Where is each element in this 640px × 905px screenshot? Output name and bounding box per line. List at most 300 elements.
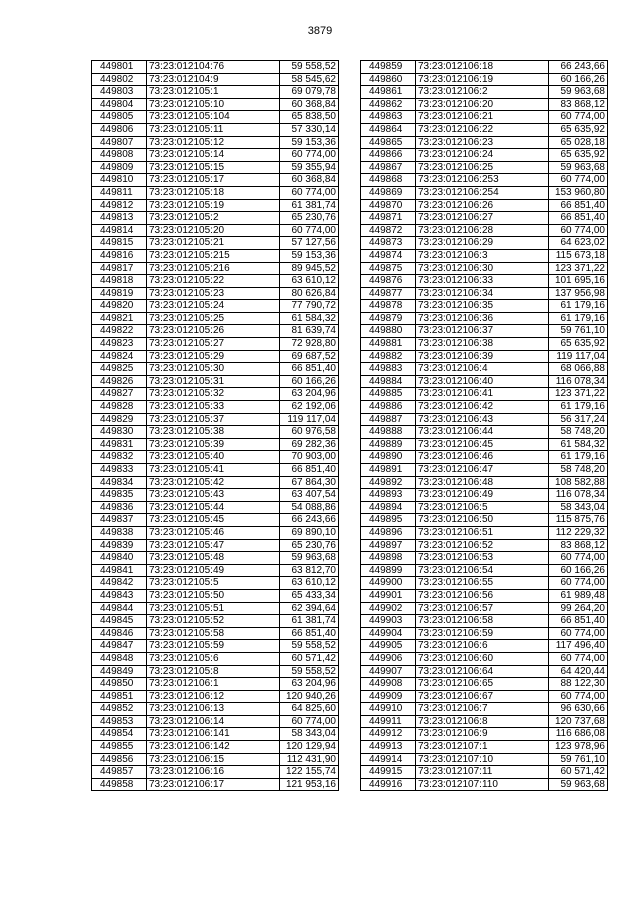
- cadastral-number-cell: 73:23:012105:15: [147, 161, 280, 174]
- row-number-cell: 449849: [92, 665, 147, 678]
- cadastral-number-cell: 73:23:012105:31: [147, 375, 280, 388]
- table-row: [361, 287, 608, 300]
- row-number-cell: 449914: [361, 753, 416, 766]
- table-row: [361, 325, 608, 338]
- value-cell: 59 761,10: [549, 753, 608, 766]
- table-row: [92, 501, 339, 514]
- cadastral-number-cell: 73:23:012104:76: [147, 61, 280, 74]
- cadastral-number-cell: 73:23:012105:1: [147, 86, 280, 99]
- table-row: [361, 413, 608, 426]
- row-number-cell: 449841: [92, 564, 147, 577]
- value-cell: 101 695,16: [549, 275, 608, 288]
- table-row: [361, 766, 608, 779]
- row-number-cell: 449821: [92, 312, 147, 325]
- value-cell: 81 639,74: [280, 325, 339, 338]
- row-number-cell: 449804: [92, 98, 147, 111]
- value-cell: 123 371,22: [549, 388, 608, 401]
- table-row: [361, 438, 608, 451]
- cadastral-number-cell: 73:23:012105:32: [147, 388, 280, 401]
- row-number-cell: 449878: [361, 300, 416, 313]
- cadastral-number-cell: 73:23:012105:33: [147, 401, 280, 414]
- value-cell: 83 868,12: [549, 539, 608, 552]
- table-row: [92, 262, 339, 275]
- value-cell: 66 851,40: [280, 627, 339, 640]
- cadastral-number-cell: 73:23:012105:40: [147, 451, 280, 464]
- value-cell: 60 166,26: [280, 375, 339, 388]
- value-cell: 153 960,80: [549, 186, 608, 199]
- value-cell: 115 875,76: [549, 514, 608, 527]
- table-row: [361, 136, 608, 149]
- value-cell: 61 179,16: [549, 451, 608, 464]
- row-number-cell: 449848: [92, 652, 147, 665]
- table-row: [92, 464, 339, 477]
- row-number-cell: 449892: [361, 476, 416, 489]
- table-row: [361, 552, 608, 565]
- cadastral-number-cell: 73:23:012105:19: [147, 199, 280, 212]
- table-row: [92, 627, 339, 640]
- cadastral-number-cell: 73:23:012106:51: [416, 526, 549, 539]
- row-number-cell: 449863: [361, 111, 416, 124]
- value-cell: 59 963,68: [549, 778, 608, 791]
- row-number-cell: 449875: [361, 262, 416, 275]
- value-cell: 65 433,34: [280, 589, 339, 602]
- table-row: [361, 539, 608, 552]
- row-number-cell: 449888: [361, 426, 416, 439]
- cadastral-number-cell: 73:23:012106:44: [416, 426, 549, 439]
- value-cell: 63 407,54: [280, 489, 339, 502]
- row-number-cell: 449901: [361, 589, 416, 602]
- cadastral-number-cell: 73:23:012105:30: [147, 363, 280, 376]
- table-row: [361, 564, 608, 577]
- table-row: [92, 136, 339, 149]
- value-cell: 59 355,94: [280, 161, 339, 174]
- table-row: [361, 174, 608, 187]
- cadastral-number-cell: 73:23:012107:10: [416, 753, 549, 766]
- row-number-cell: 449835: [92, 489, 147, 502]
- cadastral-number-cell: 73:23:012106:8: [416, 715, 549, 728]
- cadastral-number-cell: 73:23:012106:27: [416, 212, 549, 225]
- cadastral-number-cell: 73:23:012104:9: [147, 73, 280, 86]
- cadastral-number-cell: 73:23:012105:22: [147, 275, 280, 288]
- cadastral-number-cell: 73:23:012105:38: [147, 426, 280, 439]
- table-row: [92, 602, 339, 615]
- table-row: [92, 564, 339, 577]
- row-number-cell: 449833: [92, 464, 147, 477]
- row-number-cell: 449899: [361, 564, 416, 577]
- cadastral-number-cell: 73:23:012106:253: [416, 174, 549, 187]
- value-cell: 63 610,12: [280, 275, 339, 288]
- row-number-cell: 449864: [361, 123, 416, 136]
- row-number-cell: 449900: [361, 577, 416, 590]
- row-number-cell: 449915: [361, 766, 416, 779]
- cadastral-number-cell: 73:23:012105:11: [147, 123, 280, 136]
- cadastral-number-cell: 73:23:012105:37: [147, 413, 280, 426]
- value-cell: 62 192,06: [280, 401, 339, 414]
- cadastral-number-cell: 73:23:012106:13: [147, 703, 280, 716]
- table-row: [92, 766, 339, 779]
- row-number-cell: 449886: [361, 401, 416, 414]
- row-number-cell: 449858: [92, 778, 147, 791]
- table-row: [361, 476, 608, 489]
- table-row: [92, 363, 339, 376]
- table-row: [92, 186, 339, 199]
- cadastral-number-cell: 73:23:012106:53: [416, 552, 549, 565]
- cadastral-number-cell: 73:23:012106:254: [416, 186, 549, 199]
- value-cell: 66 851,40: [549, 615, 608, 628]
- value-cell: 60 571,42: [549, 766, 608, 779]
- cadastral-number-cell: 73:23:012106:56: [416, 589, 549, 602]
- table-row: [361, 602, 608, 615]
- row-number-cell: 449831: [92, 438, 147, 451]
- cadastral-number-cell: 73:23:012106:1: [147, 678, 280, 691]
- row-number-cell: 449812: [92, 199, 147, 212]
- row-number-cell: 449880: [361, 325, 416, 338]
- table-row: [92, 312, 339, 325]
- value-cell: 137 956,98: [549, 287, 608, 300]
- cadastral-number-cell: 73:23:012106:7: [416, 703, 549, 716]
- cadastral-number-cell: 73:23:012106:52: [416, 539, 549, 552]
- cadastral-number-cell: 73:23:012106:23: [416, 136, 549, 149]
- table-row: [361, 489, 608, 502]
- table-row: [361, 312, 608, 325]
- cadastral-number-cell: 73:23:012105:42: [147, 476, 280, 489]
- cadastral-number-cell: 73:23:012105:52: [147, 615, 280, 628]
- cadastral-number-cell: 73:23:012105:24: [147, 300, 280, 313]
- table-row: [92, 741, 339, 754]
- cadastral-number-cell: 73:23:012105:41: [147, 464, 280, 477]
- row-number-cell: 449856: [92, 753, 147, 766]
- value-cell: 121 953,16: [280, 778, 339, 791]
- row-number-cell: 449810: [92, 174, 147, 187]
- value-cell: 61 381,74: [280, 615, 339, 628]
- value-cell: 112 431,90: [280, 753, 339, 766]
- row-number-cell: 449897: [361, 539, 416, 552]
- table-row: [361, 161, 608, 174]
- cadastral-number-cell: 73:23:012106:25: [416, 161, 549, 174]
- value-cell: 60 571,42: [280, 652, 339, 665]
- table-row: [92, 489, 339, 502]
- table-row: [361, 589, 608, 602]
- cadastral-number-cell: 73:23:012106:64: [416, 665, 549, 678]
- cadastral-number-cell: 73:23:012105:21: [147, 237, 280, 250]
- value-cell: 65 635,92: [549, 123, 608, 136]
- row-number-cell: 449814: [92, 224, 147, 237]
- row-number-cell: 449873: [361, 237, 416, 250]
- cadastral-number-cell: 73:23:012106:57: [416, 602, 549, 615]
- value-cell: 60 774,00: [280, 224, 339, 237]
- table-row: [92, 338, 339, 351]
- row-number-cell: 449898: [361, 552, 416, 565]
- value-cell: 68 066,88: [549, 363, 608, 376]
- table-row: [92, 325, 339, 338]
- value-cell: 66 243,66: [549, 61, 608, 74]
- cadastral-number-cell: 73:23:012106:26: [416, 199, 549, 212]
- row-number-cell: 449896: [361, 526, 416, 539]
- value-cell: 59 761,10: [549, 325, 608, 338]
- table-row: [361, 237, 608, 250]
- cadastral-number-cell: 73:23:012106:59: [416, 627, 549, 640]
- table-row: [92, 665, 339, 678]
- table-row: [361, 464, 608, 477]
- row-number-cell: 449816: [92, 249, 147, 262]
- table-row: [92, 552, 339, 565]
- table-row: [92, 451, 339, 464]
- table-row: [92, 300, 339, 313]
- value-cell: 72 928,80: [280, 338, 339, 351]
- table-row: [361, 212, 608, 225]
- cadastral-number-cell: 73:23:012106:29: [416, 237, 549, 250]
- row-number-cell: 449885: [361, 388, 416, 401]
- cadastral-number-cell: 73:23:012105:14: [147, 149, 280, 162]
- value-cell: 60 368,84: [280, 174, 339, 187]
- table-row: [361, 262, 608, 275]
- value-cell: 60 774,00: [549, 627, 608, 640]
- row-number-cell: 449837: [92, 514, 147, 527]
- cadastral-number-cell: 73:23:012106:9: [416, 728, 549, 741]
- row-number-cell: 449855: [92, 741, 147, 754]
- value-cell: 59 963,68: [549, 161, 608, 174]
- cadastral-number-cell: 73:23:012105:23: [147, 287, 280, 300]
- table-row: [92, 514, 339, 527]
- table-row: [92, 249, 339, 262]
- row-number-cell: 449893: [361, 489, 416, 502]
- cadastral-number-cell: 73:23:012107:11: [416, 766, 549, 779]
- row-number-cell: 449809: [92, 161, 147, 174]
- value-cell: 119 117,04: [280, 413, 339, 426]
- value-cell: 123 371,22: [549, 262, 608, 275]
- value-cell: 116 078,34: [549, 489, 608, 502]
- row-number-cell: 449847: [92, 640, 147, 653]
- value-cell: 60 774,00: [549, 690, 608, 703]
- value-cell: 88 122,30: [549, 678, 608, 691]
- cadastral-number-cell: 73:23:012106:50: [416, 514, 549, 527]
- row-number-cell: 449895: [361, 514, 416, 527]
- cadastral-number-cell: 73:23:012106:58: [416, 615, 549, 628]
- value-cell: 60 774,00: [280, 186, 339, 199]
- cadastral-number-cell: 73:23:012106:48: [416, 476, 549, 489]
- row-number-cell: 449869: [361, 186, 416, 199]
- table-row: [361, 426, 608, 439]
- table-row: [92, 287, 339, 300]
- row-number-cell: 449823: [92, 338, 147, 351]
- cadastral-number-cell: 73:23:012106:40: [416, 375, 549, 388]
- table-row: [361, 451, 608, 464]
- table-row: [92, 589, 339, 602]
- table-row: [92, 476, 339, 489]
- row-number-cell: 449871: [361, 212, 416, 225]
- table-row: [92, 526, 339, 539]
- row-number-cell: 449851: [92, 690, 147, 703]
- value-cell: 61 584,32: [280, 312, 339, 325]
- table-row: [361, 690, 608, 703]
- value-cell: 63 204,96: [280, 388, 339, 401]
- value-cell: 63 812,70: [280, 564, 339, 577]
- value-cell: 64 420,44: [549, 665, 608, 678]
- cadastral-number-cell: 73:23:012105:51: [147, 602, 280, 615]
- cadastral-number-cell: 73:23:012106:42: [416, 401, 549, 414]
- value-cell: 60 774,00: [280, 149, 339, 162]
- cadastral-number-cell: 73:23:012106:65: [416, 678, 549, 691]
- value-cell: 54 088,86: [280, 501, 339, 514]
- row-number-cell: 449842: [92, 577, 147, 590]
- row-number-cell: 449861: [361, 86, 416, 99]
- table-row: [92, 224, 339, 237]
- row-number-cell: 449824: [92, 350, 147, 363]
- cadastral-number-cell: 73:23:012106:45: [416, 438, 549, 451]
- value-cell: 58 343,04: [549, 501, 608, 514]
- row-number-cell: 449860: [361, 73, 416, 86]
- row-number-cell: 449827: [92, 388, 147, 401]
- row-number-cell: 449877: [361, 287, 416, 300]
- row-number-cell: 449813: [92, 212, 147, 225]
- value-cell: 67 864,30: [280, 476, 339, 489]
- value-cell: 60 166,26: [549, 564, 608, 577]
- table-row: [92, 212, 339, 225]
- value-cell: 60 774,00: [280, 715, 339, 728]
- table-row: [92, 199, 339, 212]
- row-number-cell: 449905: [361, 640, 416, 653]
- table-row: [361, 652, 608, 665]
- row-number-cell: 449806: [92, 123, 147, 136]
- cadastral-number-cell: 73:23:012106:33: [416, 275, 549, 288]
- table-row: [361, 123, 608, 136]
- row-number-cell: 449830: [92, 426, 147, 439]
- row-number-cell: 449845: [92, 615, 147, 628]
- value-cell: 66 851,40: [549, 212, 608, 225]
- value-cell: 59 963,68: [280, 552, 339, 565]
- row-number-cell: 449903: [361, 615, 416, 628]
- row-number-cell: 449807: [92, 136, 147, 149]
- row-number-cell: 449887: [361, 413, 416, 426]
- cadastral-number-cell: 73:23:012105:17: [147, 174, 280, 187]
- table-row: [92, 778, 339, 791]
- cadastral-number-cell: 73:23:012106:20: [416, 98, 549, 111]
- value-cell: 122 155,74: [280, 766, 339, 779]
- table-row: [361, 526, 608, 539]
- cadastral-number-cell: 73:23:012106:67: [416, 690, 549, 703]
- row-number-cell: 449913: [361, 741, 416, 754]
- value-cell: 59 963,68: [549, 86, 608, 99]
- table-row: [92, 753, 339, 766]
- value-cell: 65 230,76: [280, 212, 339, 225]
- cadastral-number-cell: 73:23:012106:21: [416, 111, 549, 124]
- value-cell: 69 282,36: [280, 438, 339, 451]
- table-row: [361, 703, 608, 716]
- row-number-cell: 449876: [361, 275, 416, 288]
- table-row: [361, 111, 608, 124]
- cadastral-number-cell: 73:23:012105:29: [147, 350, 280, 363]
- row-number-cell: 449822: [92, 325, 147, 338]
- cadastral-number-cell: 73:23:012105:26: [147, 325, 280, 338]
- table-row: [92, 438, 339, 451]
- cadastral-number-cell: 73:23:012106:34: [416, 287, 549, 300]
- value-cell: 60 774,00: [549, 174, 608, 187]
- value-cell: 66 851,40: [549, 199, 608, 212]
- table-row: [92, 375, 339, 388]
- table-row: [361, 149, 608, 162]
- value-cell: 69 079,78: [280, 86, 339, 99]
- cadastral-number-cell: 73:23:012106:22: [416, 123, 549, 136]
- value-cell: 64 623,02: [549, 237, 608, 250]
- table-row: [361, 86, 608, 99]
- value-cell: 60 774,00: [549, 111, 608, 124]
- cadastral-number-cell: 73:23:012105:5: [147, 577, 280, 590]
- table-row: [361, 753, 608, 766]
- value-cell: 108 582,88: [549, 476, 608, 489]
- table-row: [361, 501, 608, 514]
- value-cell: 65 635,92: [549, 149, 608, 162]
- value-cell: 59 153,36: [280, 136, 339, 149]
- row-number-cell: 449906: [361, 652, 416, 665]
- value-cell: 66 243,66: [280, 514, 339, 527]
- row-number-cell: 449811: [92, 186, 147, 199]
- value-cell: 66 851,40: [280, 464, 339, 477]
- table-row: [92, 715, 339, 728]
- table-row: [92, 123, 339, 136]
- value-cell: 60 774,00: [549, 224, 608, 237]
- value-cell: 112 229,32: [549, 526, 608, 539]
- row-number-cell: 449910: [361, 703, 416, 716]
- cadastral-number-cell: 73:23:012106:14: [147, 715, 280, 728]
- cadastral-number-cell: 73:23:012106:142: [147, 741, 280, 754]
- cadastral-number-cell: 73:23:012105:25: [147, 312, 280, 325]
- cadastral-number-cell: 73:23:012105:47: [147, 539, 280, 552]
- cadastral-number-cell: 73:23:012106:37: [416, 325, 549, 338]
- row-number-cell: 449825: [92, 363, 147, 376]
- table-row: [361, 224, 608, 237]
- table-row: [361, 275, 608, 288]
- cadastral-number-cell: 73:23:012105:50: [147, 589, 280, 602]
- cadastral-number-cell: 73:23:012106:6: [416, 640, 549, 653]
- table-row: [361, 665, 608, 678]
- cadastral-number-cell: 73:23:012106:12: [147, 690, 280, 703]
- table-row: [361, 61, 608, 74]
- table-row: [92, 690, 339, 703]
- value-cell: 58 748,20: [549, 464, 608, 477]
- cadastral-number-cell: 73:23:012106:2: [416, 86, 549, 99]
- value-cell: 96 630,66: [549, 703, 608, 716]
- row-number-cell: 449815: [92, 237, 147, 250]
- table-row: [361, 73, 608, 86]
- cadastral-number-cell: 73:23:012105:12: [147, 136, 280, 149]
- value-cell: 65 838,50: [280, 111, 339, 124]
- table-row: [92, 615, 339, 628]
- row-number-cell: 449834: [92, 476, 147, 489]
- table-row: [361, 615, 608, 628]
- cadastral-number-cell: 73:23:012105:46: [147, 526, 280, 539]
- value-cell: 60 774,00: [549, 652, 608, 665]
- row-number-cell: 449890: [361, 451, 416, 464]
- value-cell: 116 078,34: [549, 375, 608, 388]
- cadastral-number-cell: 73:23:012105:27: [147, 338, 280, 351]
- cadastral-number-cell: 73:23:012106:55: [416, 577, 549, 590]
- value-cell: 60 166,26: [549, 73, 608, 86]
- cadastral-number-cell: 73:23:012105:48: [147, 552, 280, 565]
- row-number-cell: 449853: [92, 715, 147, 728]
- page-number: 3879: [307, 25, 333, 37]
- row-number-cell: 449889: [361, 438, 416, 451]
- row-number-cell: 449874: [361, 249, 416, 262]
- table-row: [361, 338, 608, 351]
- row-number-cell: 449881: [361, 338, 416, 351]
- table-row: [92, 86, 339, 99]
- table-row: [92, 73, 339, 86]
- row-number-cell: 449879: [361, 312, 416, 325]
- table-row: [361, 186, 608, 199]
- table-row: [361, 98, 608, 111]
- row-number-cell: 449911: [361, 715, 416, 728]
- value-cell: 119 117,04: [549, 350, 608, 363]
